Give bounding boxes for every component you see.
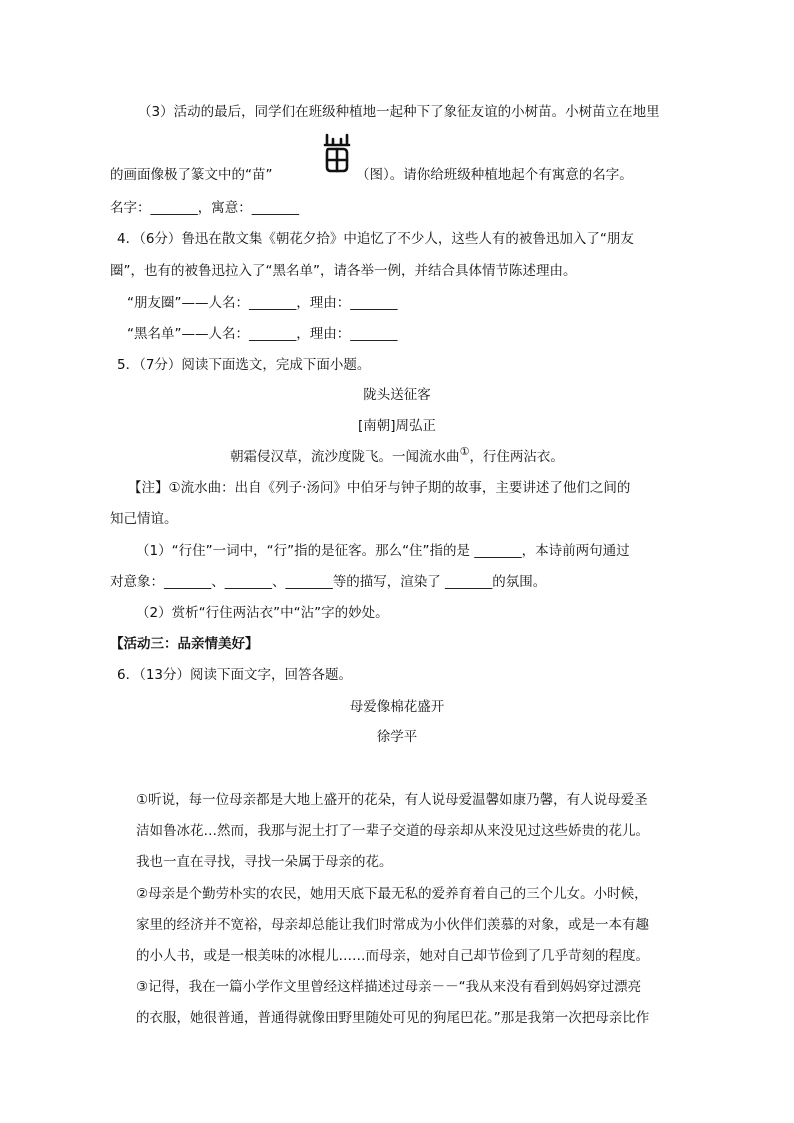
q4-answer-blacklist: “黑名单”——人名：_______，理由：_______: [127, 326, 398, 342]
para3-line-1: ③记得，我在一篇小学作文里曾经这样描述过母亲－－“我从来没有看到妈妈穿过漂亮: [136, 979, 642, 995]
q3-line-1: （3）活动的最后，同学们在班级种植地一起种下了象征友谊的小树苗。小树苗立在地里: [138, 104, 660, 120]
footnote-marker: ①: [459, 445, 470, 458]
q5-line-1: 5．（7分）阅读下面选文，完成下面小题。: [117, 357, 371, 373]
q4-line-2: 圈”，也有的被鲁迅拉入了“黑名单”，请各举一例，并结合具体情节陈述理由。: [110, 263, 577, 279]
poem-body-part2: ，行住两沾衣。: [469, 449, 564, 465]
poem-title: 陇头送征客: [363, 387, 431, 403]
q5-2-line: （2）赏析“行住两沾衣”中“沾”字的妙处。: [136, 605, 389, 621]
para2-line-2: 家里的经济并不宽裕，母亲却总能让我们时常成为小伙伴们羡慕的对象，或是一本有趣: [136, 917, 649, 933]
q5-1-line-2: 对意象：_______、_______、_______等的描写，渲染了 _______的氛围。: [110, 574, 547, 590]
seal-script-miao-icon: [323, 133, 351, 173]
q6-line-1: 6．（13分）阅读下面文字，回答各题。: [117, 667, 353, 683]
essay-author: 徐学平: [376, 729, 418, 745]
essay-title: 母爱像棉花盛开: [349, 699, 445, 715]
note-line-1: 【注】①流水曲：出自《列子·汤问》中伯牙与钟子期的故事，主要讲述了他们之间的: [128, 480, 631, 496]
para1-line-1: ①听说，每一位母亲都是大地上盛开的花朵，有人说母爱温馨如康乃馨，有人说母爱圣: [136, 792, 648, 808]
q5-1-line-1: （1）“行住”一词中，“行”指的是征客。那么“住”指的是 _______，本诗前两句通过: [136, 543, 630, 559]
poem-body-part1: 朝霜侵汉草，流沙度陇飞。一闻流水曲: [230, 449, 460, 465]
q3-line-2b: （图）。请你给班级种植地起个有寓意的名字。: [356, 167, 633, 183]
q3-line-2a: 的画面像极了篆文中的“苗”: [110, 167, 273, 183]
poem-body: [0, 447, 794, 468]
note-line-2: 知己情谊。: [110, 511, 178, 527]
q4-line-1: 4．（6分）鲁迅在散文集《朝花夕拾》中追忆了不少人，这些人有的被鲁迅加入了“朋友: [117, 231, 634, 247]
q4-answer-friends: “朋友圈”——人名：_______，理由：_______: [127, 295, 398, 311]
activity-3-heading: 【活动三：品亲情美好】: [110, 636, 259, 652]
poem-author: [南朝]周弘正: [357, 418, 437, 434]
para1-line-2: 洁如鲁冰花…然而，我那与泥土打了一辈子交道的母亲却从来没见过这些娇贵的花儿。: [136, 823, 649, 839]
para3-line-2: 的衣服，她很普通，普通得就像田野里随处可见的狗尾巴花。”那是我第一次把母亲比作: [136, 1010, 650, 1026]
q3-answer-line: 名字：_______，寓意：_______: [110, 200, 299, 216]
para2-line-1: ②母亲是个勤劳朴实的农民，她用天底下最无私的爱养育着自己的三个儿女。小时候，: [136, 886, 648, 902]
para2-line-3: 的小人书，或是一根美味的冰棍儿……而母亲，她对自己却节俭到了几乎苛刻的程度。: [136, 948, 649, 964]
para1-line-3: 我也一直在寻找，寻找一朵属于母亲的花。: [136, 854, 393, 870]
